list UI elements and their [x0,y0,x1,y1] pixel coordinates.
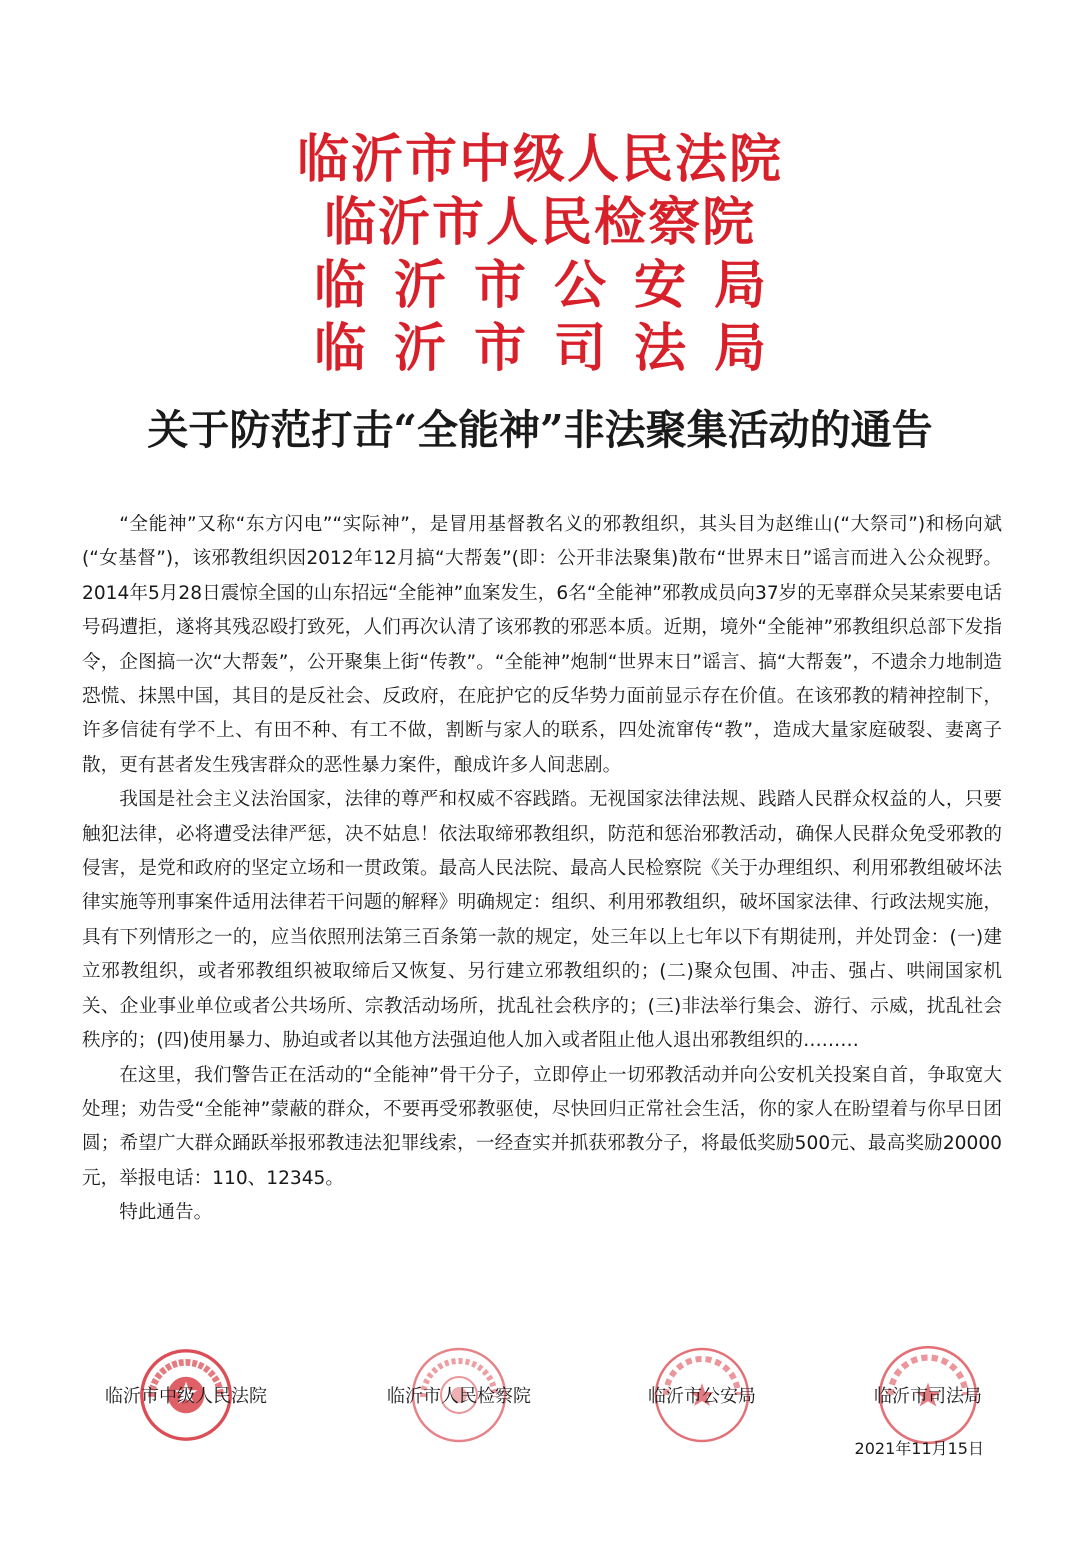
signatory-name: 临沂市人民检察院 [387,1386,531,1407]
paragraph: 在这里，我们警告正在活动的“全能神”骨干分子，立即停止一切邪教活动并向公安机关投案自首，争取宽大处理；劝告受“全能神”蒙蔽的群众，不要再受邪教驱使，尽快回归正常社会生活，你的家人在盼望着与你早日团圆；希望广大群众踊跃举报邪教违法犯罪线索，一经查实并抓获邪教分子，将最低奖励500元、最高奖励20000元，举报电话：110、12345。 [82,1064,1002,1189]
notice-date: 2021年11月15日 [854,1439,984,1458]
paragraph: “全能神”又称“东方闪电”“实际神”，是冒用基督教名义的邪教组织，其头目为赵维山(“大祭司”)和杨向斌(“女基督”)，该邪教组织因2012年12月搞“大帮轰”(即：公开非法聚集)散布“世界末日”谣言而进入公众视野。2014年5月28日震惊全国的山东招远“全能神”血案发生，6名“全能神”邪教成员向37岁的无辜群众吴某索要电话号码遭拒，遂将其残忍殴打致死，人们再次认清了该邪教的邪恶本质。近期，境外“全能神”邪教组织总部下发指令，企图搞一次“大帮轰”，公开聚集上街“传教”。“全能神”炮制“世界末日”谣言、搞“大帮轰”，不遗余力地制造恐慌、抹黑中国，其目的是反社会、反政府，在庇护它的反华势力面前显示存在价值。在该邪教的精神控制下，许多信徒有学不上、有田不种、有工不做，割断与家人的联系，四处流窜传“教”，造成大量家庭破裂、妻离子散，更有甚者发生残害群众的恶性暴力案件，酿成许多人间悲剧。 [82,514,1002,776]
signatory-name: 临沂市公安局 [648,1386,756,1407]
issuer-justice-bureau: 临沂市司法局 [313,318,794,379]
paragraph: 特此通告。 [119,1202,213,1224]
signature-court [86,1340,286,1450]
paragraph: 我国是社会主义法治国家，法律的尊严和权威不容践踏。无视国家法律法规、践踏人民群众权益的人，只要触犯法律，必将遭受法律严惩，决不姑息！依法取缔邪教组织，防范和惩治邪教活动，确保人民群众免受邪教的侵害，是党和政府的坚定立场和一贯政策。最高人民法院、最高人民检察院《关于办理组织、利用邪教组破坏法律实施等刑事案件适用法律若干问题的解释》明确规定：组织、利用邪教组织，破坏国家法律、行政法规实施，具有下列情形之一的，应当依照刑法第三百条第一款的规定，处三年以上七年以下有期徒刑，并处罚金：(一)建立邪教组织，或者邪教组织被取缔后又恢复、另行建立邪教组织的；(二)聚众包围、冲击、强占、哄闹国家机关、企业事业单位或者公共场所、宗教活动场所，扰乱社会秩序的；(三)非法举行集会、游行、示威，扰乱社会秩序的；(四)使用暴力、胁迫或者以其他方法强迫他人加入或者阻止他人退出邪教组织的……… [82,789,1002,1052]
signature-public-security [602,1340,802,1450]
signature-justice-bureau [828,1340,1028,1450]
issuer-header [0,128,1080,380]
issuer-public-security: 临沂市公安局 [313,255,794,316]
signatory-name: 临沂市司法局 [874,1386,982,1407]
signatory-name: 临沂市中级人民法院 [105,1386,267,1407]
signature-procuratorate [359,1340,559,1450]
signature-row [0,1340,1080,1450]
notice-title: 关于防范打击“全能神”非法聚集活动的通告 [147,406,933,454]
notice-body [82,508,1002,1231]
issuer-procuratorate: 临沂市人民检察院 [323,192,756,253]
issuer-court: 临沂市中级人民法院 [296,129,783,190]
